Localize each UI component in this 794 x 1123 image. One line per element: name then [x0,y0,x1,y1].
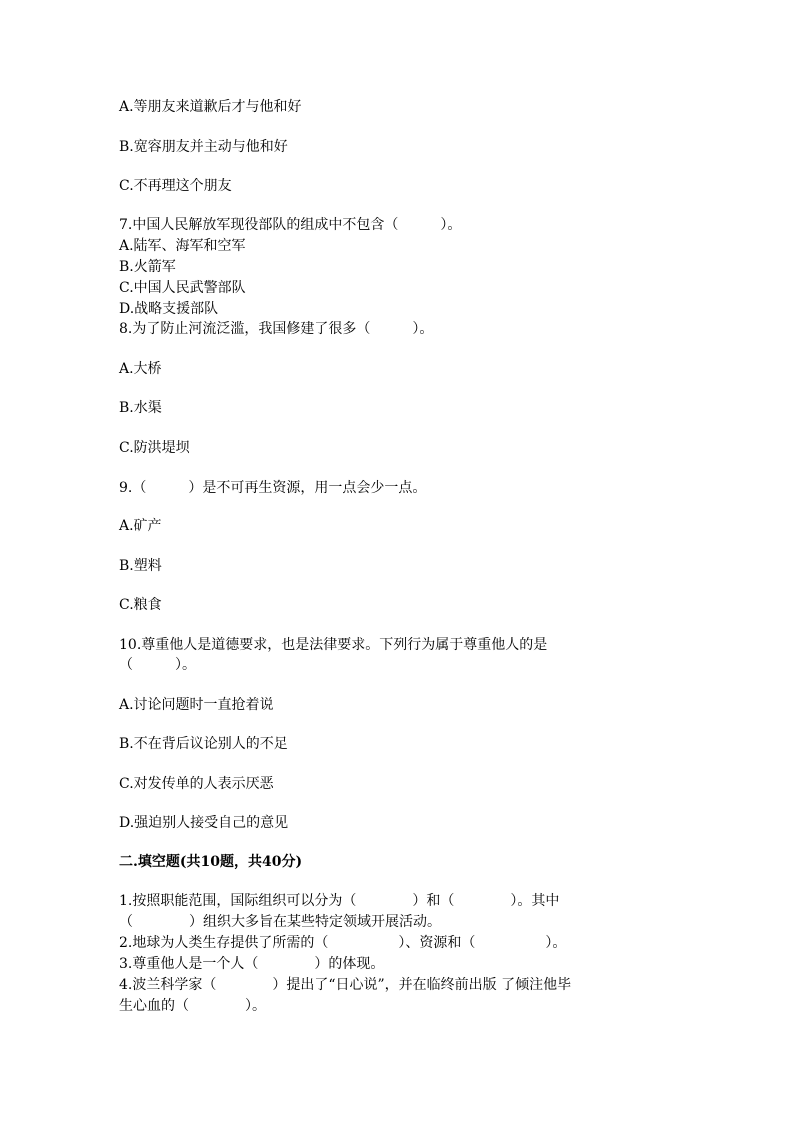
option-line: B.塑料 [119,558,162,574]
option-line: A.矿产 [119,518,162,534]
fill-question-line: 1.按照职能范围，国际组织可以分为（ ）和（ ）。其中 [119,893,560,909]
option-line: B.宽容朋友并主动与他和好 [119,139,288,155]
option-line: C.粮食 [119,597,162,613]
question-line: 7.中国人民解放军现役部队的组成中不包含（ ）。 [119,217,462,233]
option-line: B.不在背后议论别人的不足 [119,736,288,752]
option-line: D.强迫别人接受自己的意见 [119,815,289,831]
option-line: B.火箭军 [119,259,176,275]
section-title: 二.填空题(共10题，共40分) [119,854,303,870]
option-line: A.等朋友来道歉后才与他和好 [119,99,302,115]
option-line: C.防洪堤坝 [119,440,190,456]
option-line: C.对发传单的人表示厌恶 [119,776,274,792]
question-line: （ ）。 [119,657,196,673]
option-line: C.不再理这个朋友 [119,178,232,194]
option-line: A.讨论问题时一直抢着说 [119,697,274,713]
fill-question-line: 4.波兰科学家（ ）提出了“日心说”，并在临终前出版 了倾注他毕 [119,977,572,993]
question-line: 8.为了防止河流泛滥，我国修建了很多（ ）。 [119,321,434,337]
fill-question-line: 生心血的（ ）。 [119,998,266,1014]
option-line: A.大桥 [119,361,162,377]
fill-question-line: 2.地球为人类生存提供了所需的（ ）、资源和（ ）。 [119,935,567,951]
option-line: D.战略支援部队 [119,301,219,317]
option-line: B.水渠 [119,400,162,416]
fill-question-line: 3.尊重他人是一个人（ ）的体现。 [119,956,385,972]
question-line: 10.尊重他人是道德要求，也是法律要求。下列行为属于尊重他人的是 [119,637,548,653]
fill-question-line: （ ）组织大多旨在某些特定领域开展活动。 [119,914,441,930]
option-line: A.陆军、海军和空军 [119,238,246,254]
question-line: 9.（ ）是不可再生资源，用一点会少一点。 [119,480,427,496]
option-line: C.中国人民武警部队 [119,280,246,296]
